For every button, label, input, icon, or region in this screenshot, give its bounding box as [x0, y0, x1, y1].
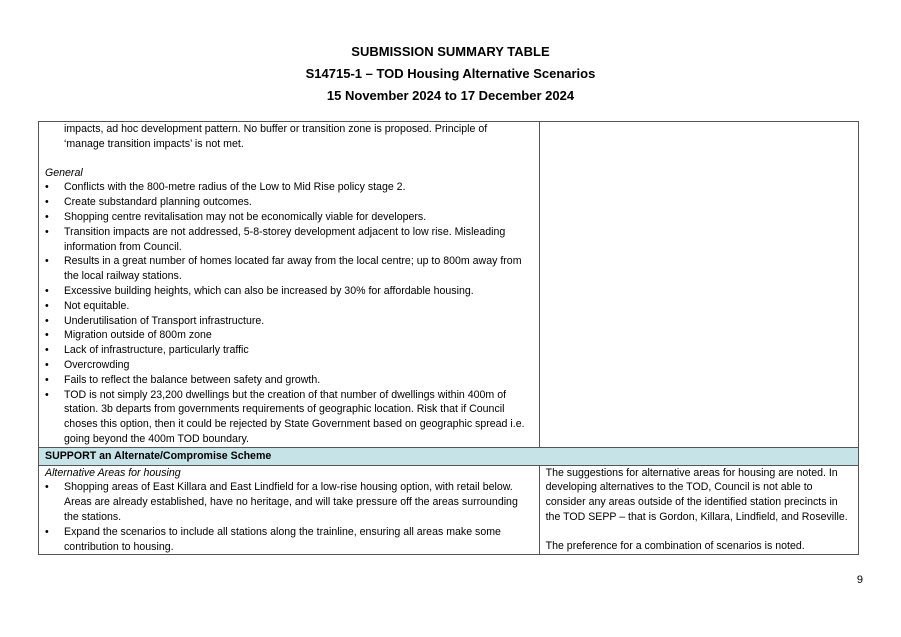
bullet-line: choses this option, then it could be rejected by State Government based on geographic spread i.e.: [64, 418, 525, 431]
bullet-line: • Shopping areas of East Killara and East Lindfield for a low-rise housing option, with retail below.: [64, 481, 513, 494]
bullet-line: contribution to housing.: [64, 540, 174, 553]
general-heading: General: [45, 166, 83, 179]
bullet-line: • Results in a great number of homes located far away from the local centre; up to 800m away from: [64, 255, 522, 268]
bullet-line: • Fails to reflect the balance between safety and growth.: [64, 373, 321, 386]
date-range: 15 November 2024 to 17 December 2024: [326, 88, 575, 103]
response-line: developing alternatives to the TOD, Council is not able to: [545, 481, 813, 494]
response-line: The preference for a combination of scenarios is noted.: [545, 539, 805, 552]
submission-summary-table: [38, 121, 859, 555]
bullet-line: Areas are already established, have no heritage, and will take pressure off the areas surrounding: [64, 496, 518, 509]
list-item: [45, 388, 533, 447]
bullet-line: • Lack of infrastructure, particularly traffic: [64, 344, 249, 357]
continuation-line: ‘manage transition impacts’ is not met.: [64, 137, 244, 150]
response-line: the TOD SEPP – that is Gordon, Killara, Lindfield, and Roseville.: [545, 510, 848, 523]
bullet-line: • Not equitable.: [64, 299, 130, 312]
bullet-line: • Transition impacts are not addressed, 5-8-storey development adjacent to low rise. Misleading: [64, 225, 506, 238]
list-item: [45, 195, 533, 210]
bullet-line: • Shopping centre revitalisation may not be economically viable for developers.: [64, 210, 427, 223]
section-header-row: [39, 447, 859, 465]
list-item: [45, 525, 533, 555]
bullet-line: • Overcrowding: [64, 358, 130, 371]
page-title: SUBMISSION SUMMARY TABLE: [351, 44, 550, 59]
list-item: [45, 343, 533, 358]
list-item: [45, 314, 533, 329]
table-row: [39, 122, 859, 448]
list-item: [45, 210, 533, 225]
list-item: [45, 480, 533, 524]
bullet-line: station. 3b departs from governments requirements of geographic location. Risk that if Council: [64, 403, 505, 416]
document-subtitle: S14715-1 – TOD Housing Alternative Scenarios: [305, 66, 596, 81]
alternative-areas-list: [45, 480, 533, 554]
general-list: [45, 180, 533, 446]
alternative-areas-heading: Alternative Areas for housing: [45, 466, 181, 479]
list-item: [45, 358, 533, 373]
bullet-line: • Excessive building heights, which can also be increased by 30% for affordable housing.: [64, 284, 474, 297]
bullet-line: the stations.: [64, 510, 122, 523]
response-line: [546, 525, 852, 539]
bullet-line: going beyond the 400m TOD boundary.: [64, 432, 249, 445]
list-item: [45, 299, 533, 314]
response-cell-empty: [539, 122, 858, 448]
page-number: 9: [856, 574, 863, 586]
bullet-line: • Conflicts with the 800-metre radius of the Low to Mid Rise policy stage 2.: [64, 181, 406, 194]
bullet-line: • Migration outside of 800m zone: [64, 329, 212, 342]
bullet-line: the local railway stations.: [64, 270, 182, 283]
response-line: consider any areas outside of the identified station precincts in: [545, 496, 838, 509]
section-heading: SUPPORT an Alternate/Compromise Scheme: [39, 447, 859, 465]
response-cell: [539, 465, 858, 555]
submission-cell: [39, 465, 540, 555]
continuation-line: impacts, ad hoc development pattern. No buffer or transition zone is proposed. Principle of: [64, 123, 488, 135]
bullet-line: • TOD is not simply 23,200 dwellings but the creation of that number of dwellings within 400m of: [64, 388, 507, 401]
list-item: [45, 328, 533, 343]
list-item: [45, 373, 533, 388]
bullet-line: • Create substandard planning outcomes.: [64, 196, 252, 209]
submission-cell: [39, 122, 540, 448]
table-row: [39, 465, 859, 555]
list-item: [45, 180, 533, 195]
bullet-line: information from Council.: [64, 240, 182, 253]
response-line: The suggestions for alternative areas for housing are noted. In: [545, 466, 838, 479]
bullet-line: • Underutilisation of Transport infrastructure.: [64, 314, 265, 327]
list-item: [45, 254, 533, 284]
bullet-line: • Expand the scenarios to include all stations along the trainline, ensuring all areas make some: [64, 525, 501, 538]
list-item: [45, 225, 533, 255]
list-item: [45, 284, 533, 299]
